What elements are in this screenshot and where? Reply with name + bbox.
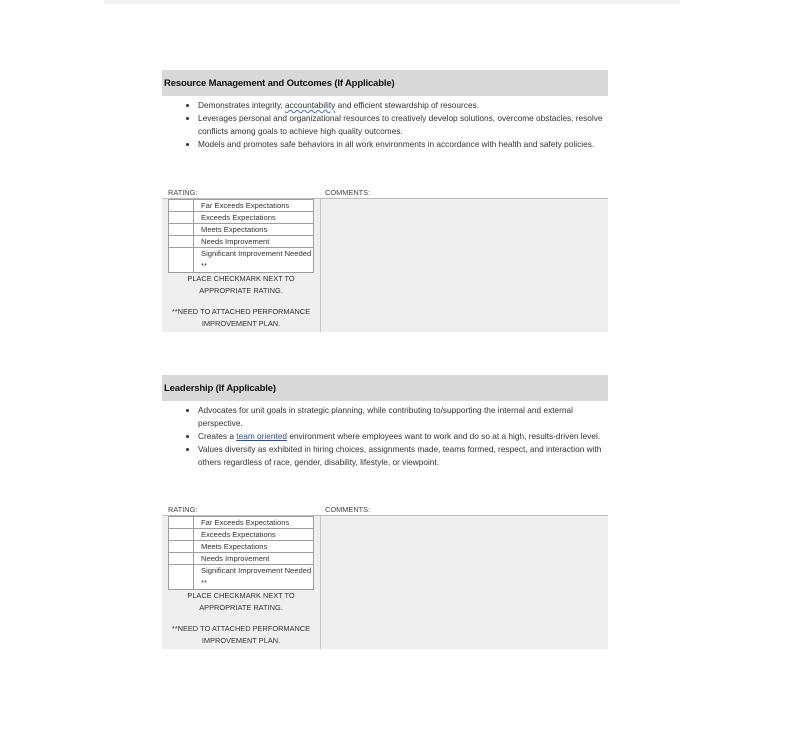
list-item: • Demonstrates integrity, accountability and efficient stewardship of resources. <box>198 99 608 112</box>
bullet-list <box>162 404 608 469</box>
rating-block <box>162 188 608 332</box>
list-item: • Models and promotes safe behaviors in all work environments in accordance with health and safety policies. <box>198 138 608 151</box>
list-item: • Advocates for unit goals in strategic planning, while contributing to/supporting the internal and external perspective. <box>198 404 608 430</box>
spellcheck-word: accountability <box>285 100 336 110</box>
comments-label: COMMENTS: <box>325 188 371 197</box>
checkbox-cell[interactable] <box>169 248 194 273</box>
section-resource-management <box>162 70 608 328</box>
rating-label: RATING: <box>168 505 198 514</box>
option-label: Exceeds Expectations <box>194 212 314 224</box>
comments-field[interactable] <box>320 199 608 332</box>
improvement-plan-note: **NEED TO ATTACHED PERFORMANCE IMPROVEMENT PLAN. <box>171 307 311 328</box>
list-item: • Leverages personal and organizational resources to creatively develop solutions, overcome obstacles, resolve conflicts among goals to achieve high quality outcomes. <box>198 112 608 138</box>
section-heading: Leadership (If Applicable) <box>162 375 608 401</box>
option-label: Significant Improvement Needed ** <box>194 565 314 590</box>
section-leadership <box>162 375 608 645</box>
option-label: Significant Improvement Needed ** <box>194 248 314 273</box>
checkbox-cell[interactable] <box>169 541 194 553</box>
checkbox-cell[interactable] <box>169 224 194 236</box>
rating-options-table <box>168 516 314 590</box>
checkbox-cell[interactable] <box>169 529 194 541</box>
option-label: Far Exceeds Expectations <box>194 200 314 212</box>
checkbox-cell[interactable] <box>169 200 194 212</box>
rating-block <box>162 505 608 649</box>
checkmark-note: PLACE CHECKMARK NEXT TO APPROPRIATE RATING. <box>187 274 295 295</box>
option-label: Far Exceeds Expectations <box>194 517 314 529</box>
checkmark-note: PLACE CHECKMARK NEXT TO APPROPRIATE RATING. <box>187 591 295 612</box>
checkbox-cell[interactable] <box>169 212 194 224</box>
option-label: Needs Improvement <box>194 553 314 565</box>
improvement-plan-note: **NEED TO ATTACHED PERFORMANCE IMPROVEMENT PLAN. <box>171 624 311 645</box>
option-label: Meets Expectations <box>194 541 314 553</box>
list-item: • Values diversity as exhibited in hiring choices, assignments made, teams formed, respect, and interaction with others regardless of race, gender, disability, lifestyle, or viewpoint. <box>198 443 608 469</box>
section-heading: Resource Management and Outcomes (If Applicable) <box>162 70 608 96</box>
checkbox-cell[interactable] <box>169 553 194 565</box>
rating-area <box>162 198 608 332</box>
option-label: Needs Improvement <box>194 236 314 248</box>
comments-field[interactable] <box>320 516 608 649</box>
rating-options-table <box>168 199 314 273</box>
bullet-list <box>162 99 608 151</box>
rating-label: RATING: <box>168 188 198 197</box>
option-label: Exceeds Expectations <box>194 529 314 541</box>
option-label: Meets Expectations <box>194 224 314 236</box>
checkbox-cell[interactable] <box>169 517 194 529</box>
list-item: • Creates a team oriented environment where employees want to work and do so at a high, results-driven level. <box>198 430 608 443</box>
checkbox-cell[interactable] <box>169 236 194 248</box>
checkbox-cell[interactable] <box>169 565 194 590</box>
page-top-edge <box>104 0 680 4</box>
grammar-link-word[interactable]: team oriented <box>236 431 288 441</box>
comments-label: COMMENTS: <box>325 505 371 514</box>
rating-area <box>162 515 608 649</box>
